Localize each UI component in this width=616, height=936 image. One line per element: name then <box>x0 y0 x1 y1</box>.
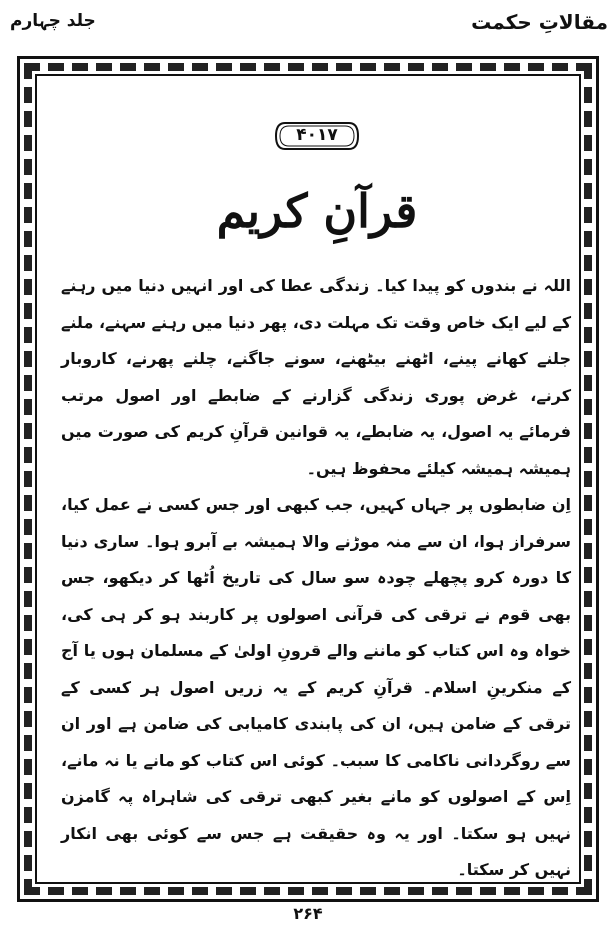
volume-label: جلد چہارم <box>10 11 96 31</box>
running-head <box>0 8 616 40</box>
page-number: ۲۶۴ <box>293 904 323 923</box>
decorative-border <box>17 56 599 902</box>
article-number: ۴۰۱۷ <box>296 125 338 145</box>
border-pattern <box>24 63 592 895</box>
book-title: مقالاتِ حکمت <box>471 10 608 34</box>
article-title: قرآنِ کریم <box>216 184 418 238</box>
article-body <box>61 268 571 889</box>
article-number-badge <box>275 122 359 150</box>
page-content-area <box>35 74 581 884</box>
paragraph-1: اللہ نے بندوں کو پیدا کیا۔ زندگی عطا کی اور انہیں دنیا میں رہنے کے لیے ایک خاص وقت تک مہلت دی، پھر دنیا میں رہنے سہنے، ملنے جلنے کھانے پینے، اٹھنے بیٹھنے، سونے جاگنے، چلنے پھرنے، کاروبار کرنے، غرض پوری زندگی گزارنے کے ضابطے اور اصول مرتب فرمائے یہ اصول، یہ ضابطے، یہ قوانین قرآنِ کریم کی صورت میں ہمیشہ ہمیشہ کیلئے محفوظ ہیں۔ <box>61 276 571 478</box>
paragraph-2: اِن ضابطوں پر جہاں کہیں، جب کبھی اور جس کسی نے عمل کیا، سرفراز ہوا، ان سے منہ موڑنے والا ہمیشہ بے آبرو ہوا۔ ساری دنیا کا دورہ کرو پچھلے چودہ سو سال کی تاریخ اُٹھا کر دیکھو، جس بھی قوم نے ترقی کی قرآنی اصولوں پر کاربند ہو کر ہی کی، خواہ وہ اس کتاب کو ماننے والے قرونِ اولیٰ کے مسلمان ہوں یا آج کے منکرینِ اسلام۔ قرآنِ کریم کے یہ زریں اصول ہر کسی کے ترقی کے ضامن ہیں، ان کی پابندی کامیابی کی ضامن ہے اور ان سے روگردانی ناکامی کا سبب۔ کوئی اس کتاب کو مانے یا نہ مانے، اِس کے اصولوں کو مانے بغیر کبھی ترقی کی شاہراہ پہ گامزن نہیں ہو سکتا۔ اور یہ وہ حقیقت ہے جس سے کوئی بھی انکار نہیں کر سکتا۔ <box>61 495 571 879</box>
